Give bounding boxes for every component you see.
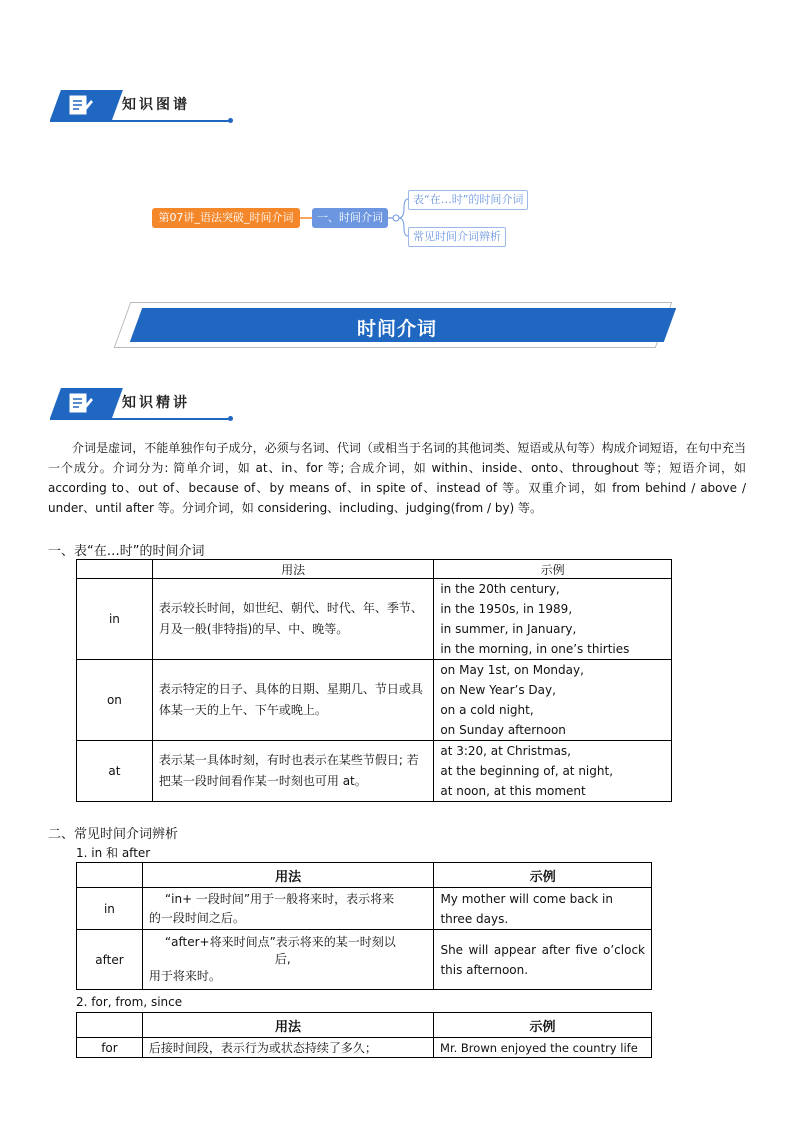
- table-row: [77, 579, 672, 660]
- row-usage: [142, 930, 434, 990]
- part1-heading: 一、表“在…时”的时间介词: [48, 544, 205, 559]
- table-row: [77, 741, 672, 802]
- row-example: Mr. Brown enjoyed the country life: [434, 1038, 652, 1058]
- row-usage: 表示某一具体时刻，有时也表示在某些节假日; 若把某一段时间看作某一时刻也可用 at。: [152, 741, 433, 802]
- table-header: 用法: [142, 863, 434, 888]
- table-header: [77, 863, 143, 888]
- part1-table: [76, 559, 672, 802]
- row-key: in: [77, 888, 143, 930]
- section-title: 知识精讲: [122, 395, 190, 411]
- mind-map-branch[interactable]: 一、时间介词: [312, 208, 388, 228]
- part2-subheading: 2. for, from, since: [76, 995, 183, 1009]
- table-header: [77, 1013, 143, 1038]
- example-line: in the 1950s, in 1989,: [440, 602, 573, 616]
- row-example: She will appear after five o’clock this afternoon.: [434, 930, 652, 990]
- table-header: 用法: [142, 1013, 433, 1038]
- row-example: My mother will come back in three days.: [434, 888, 652, 930]
- table-row: [77, 1038, 652, 1058]
- row-key: on: [77, 660, 153, 741]
- usage-line: “in+ 一段时间”用于一般将来时，表示将来: [164, 891, 395, 906]
- example-line: at 3:20, at Christmas,: [440, 744, 571, 758]
- usage-line: 后,: [274, 952, 291, 966]
- banner-title: 时间介词: [356, 318, 437, 340]
- table-header: 示例: [434, 1013, 652, 1038]
- example-line: in the morning, in one’s thirties: [440, 642, 630, 656]
- section-banner-lecture: [50, 388, 235, 422]
- section-title: 知识图谱: [122, 97, 190, 113]
- row-examples: [434, 660, 672, 741]
- table-header-row: [77, 1013, 652, 1038]
- example-line: in the 20th century,: [440, 582, 560, 596]
- table-header: [77, 560, 153, 579]
- table-row: [77, 660, 672, 741]
- row-examples: [434, 579, 672, 660]
- title-banner: [122, 302, 672, 348]
- example-line: on Sunday afternoon: [440, 723, 566, 737]
- row-key: after: [77, 930, 143, 990]
- section-banner-map: [50, 90, 235, 124]
- part2-subheading: 1. in 和 after: [76, 846, 151, 860]
- usage-line: 的一段时间之后。: [148, 910, 245, 925]
- usage-line: 用于将来时。: [148, 969, 221, 983]
- banner-dot: [228, 416, 233, 421]
- row-key: at: [77, 741, 153, 802]
- table-header: 用法: [152, 560, 433, 579]
- example-line: at noon, at this moment: [440, 784, 586, 798]
- notepad-pencil-icon: [68, 93, 94, 117]
- table-header-row: [77, 863, 652, 888]
- banner-underline: [50, 418, 230, 420]
- part2-table-in-after: [76, 862, 652, 990]
- intro-text: 介词是虚词，不能单独作句子成分，必须与名词、代词（或相当于名词的其他词类、短语或从句等）构成介词短语，在句中充当一个成分。介词分为: 简单介词，如 at、in、for 等; 合成介词，如 within、inside、onto、throughout 等；短语介词，如 according to、out of、because of、by means of、in spite of、instead of 等。双重介词，如 from behind / above / under、until after 等。分词介词，如 considering、including、judging(from / by) 等。: [48, 441, 746, 515]
- row-usage: [142, 888, 434, 930]
- table-header: 示例: [434, 560, 672, 579]
- table-row: [77, 930, 652, 990]
- example-line: on a cold night,: [440, 703, 534, 717]
- example-line: in summer, in January,: [440, 622, 577, 636]
- intro-paragraph: [48, 438, 746, 518]
- row-usage: 表示较长时间，如世纪、朝代、时代、年、季节、月及一般(非特指)的早、中、晚等。: [152, 579, 433, 660]
- part2-heading: 二、常见时间介词辨析: [48, 827, 179, 842]
- notepad-pencil-icon: [68, 391, 94, 415]
- banner-dot: [228, 118, 233, 123]
- banner-underline: [50, 120, 230, 122]
- table-row: [77, 888, 652, 930]
- table-header-row: [77, 560, 672, 579]
- row-examples: [434, 741, 672, 802]
- usage-line: “after+将来时间点”表示将来的某一时刻以: [164, 935, 396, 949]
- table-header: 示例: [434, 863, 652, 888]
- example-line: on New Year’s Day,: [440, 683, 556, 697]
- row-key: for: [77, 1038, 143, 1058]
- example-line: on May 1st, on Monday,: [440, 663, 584, 677]
- row-usage: 后接时间段，表示行为或状态持续了多久；: [142, 1038, 433, 1058]
- mind-map-leaf[interactable]: 常见时间介词辨析: [408, 227, 506, 247]
- mind-map-root[interactable]: 第07讲_语法突破_时间介词: [152, 208, 300, 228]
- row-usage: 表示特定的日子、具体的日期、星期几、节日或具体某一天的上午、下午或晚上。: [152, 660, 433, 741]
- example-line: at the beginning of, at night,: [440, 764, 614, 778]
- part2-table-for-from-since: [76, 1012, 652, 1058]
- row-key: in: [77, 579, 153, 660]
- mind-map-leaf[interactable]: 表“在…时”的时间介词: [408, 190, 528, 210]
